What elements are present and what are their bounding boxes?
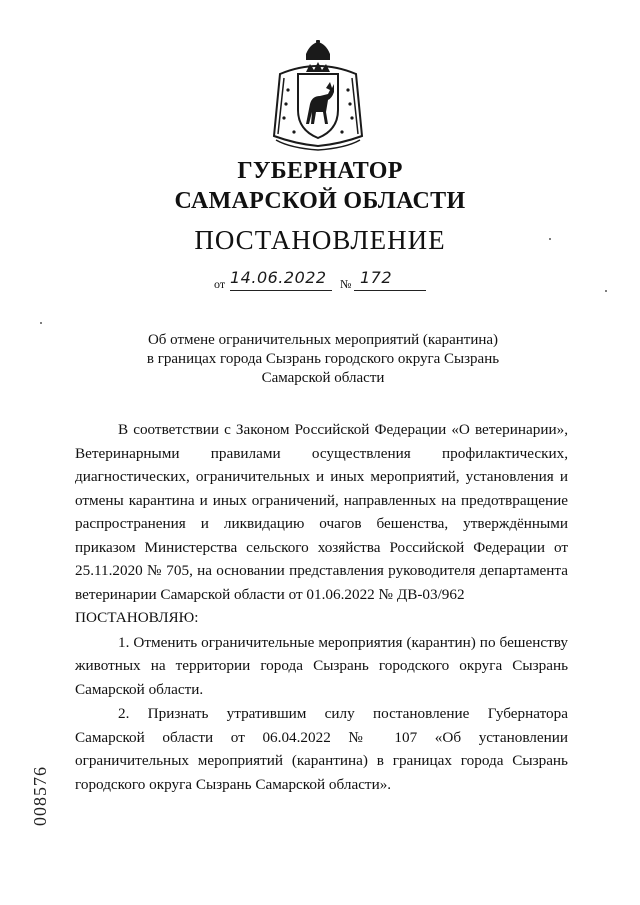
- number-underline: [354, 290, 426, 291]
- subject-line-1: Об отмене ограничительных мероприятий (карантина): [147, 332, 499, 348]
- scan-speck: [40, 322, 42, 324]
- preamble-paragraph: В соответствии с Законом Российской Федерации «О ветеринарии», Ветеринарными правилами осуществления профилактических, диагностических, ограничительных и иных мероприятий, установления и отмены карантина и иных ограничений, направленных на предотвращение распространения и ликвидацию очагов бешенства, утверждёнными приказом Министерства сельского хозяйства Российской Федерации от 25.11.2020 № 705, на основании представления руководителя департамента ветеринарии Самарской области от 01.06.2022 № ДВ-03/962: [75, 421, 568, 603]
- document-subject: [100, 331, 546, 388]
- document-type-heading: ПОСТАНОВЛЕНИЕ: [194, 225, 446, 255]
- date-value: 14.06.2022: [230, 268, 327, 287]
- scan-speck: [549, 238, 551, 240]
- item-2-paragraph: 2. Признать утратившим силу постановление Губернатора Самарской области от 06.04.2022 № 107 «Об установлении ограничительных мероприятий (карантина) в границах города Сызрань городского округа Сызрань Самарской области».: [75, 705, 568, 793]
- document-body: [75, 418, 568, 796]
- number-value: 172: [360, 268, 393, 287]
- authority-line-2: САМАРСКОЙ ОБЛАСТИ: [174, 188, 466, 214]
- coat-of-arms-emblem: [270, 40, 366, 152]
- scan-speck: [605, 290, 607, 292]
- date-label: от: [214, 277, 226, 291]
- issuing-authority: [0, 156, 640, 216]
- subject-line-2: в границах города Сызрань городского округа Сызрань: [146, 351, 500, 367]
- date-underline: [230, 290, 332, 291]
- margin-serial-number: 008576: [30, 766, 50, 826]
- authority-line-1: ГУБЕРНАТОР: [237, 158, 403, 184]
- number-label: №: [340, 277, 352, 291]
- decree-word: ПОСТАНОВЛЯЮ:: [75, 609, 199, 626]
- subject-line-3: Самарской области: [261, 370, 385, 386]
- item-1-paragraph: 1. Отменить ограничительные мероприятия (карантин) по бешенству животных на территории города Сызрань городского округа Сызрань Самарской области.: [75, 633, 568, 698]
- date-number-line: [214, 268, 434, 292]
